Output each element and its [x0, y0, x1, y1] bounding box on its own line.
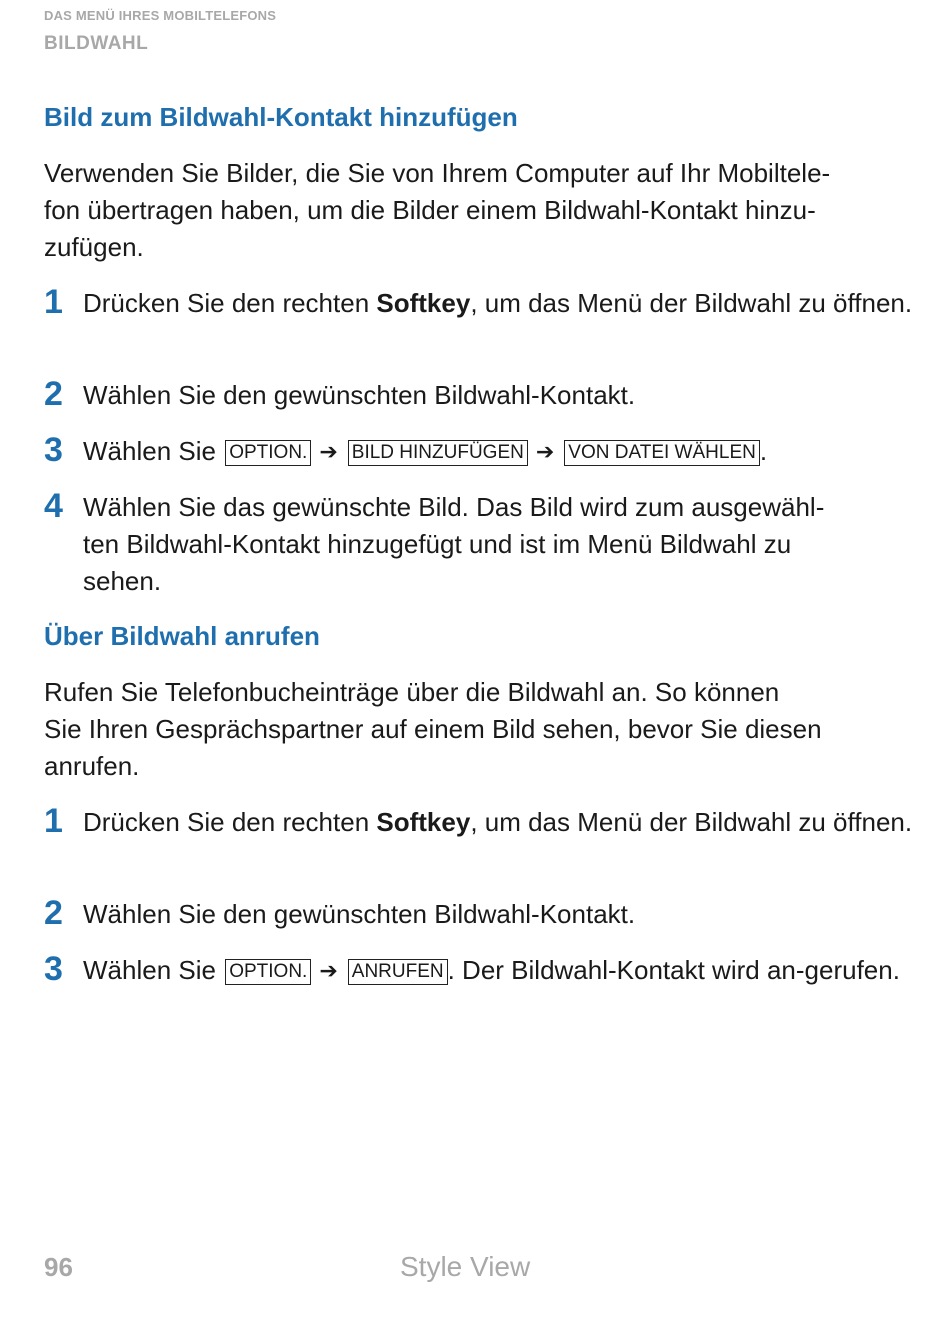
header-subsection: BILDWAHL [44, 33, 149, 54]
footer-brand: Style View [400, 1251, 531, 1282]
step-text: Wählen Sie OPTION. ➔ BILD HINZUFÜGEN ➔ VON DATEI WÄHLEN . [83, 433, 913, 470]
header-section: DAS MENÜ IHRES MOBILTELEFONS [44, 8, 277, 23]
step-text: Wählen Sie OPTION. ➔ ANRUFEN . Der Bildwahl-Kontakt wird an-gerufen. [83, 952, 913, 989]
add-picture-key: BILD HINZUFÜGEN [348, 440, 528, 466]
step-number: 4 [44, 487, 63, 525]
step-number: 3 [44, 431, 63, 469]
softkey-label: Softkey [376, 807, 471, 837]
right-arrow-icon: ➔ [319, 439, 338, 464]
option-key: OPTION. [225, 440, 311, 466]
section2-heading: Über Bildwahl anrufen [44, 621, 320, 651]
section2-intro: Rufen Sie Telefonbucheinträge über die Bildwahl an. So können Sie Ihren Gesprächspartner auf einem Bild sehen, bevor Sie diesen anrufen. [44, 677, 822, 781]
step-number: 2 [44, 375, 63, 413]
softkey-label: Softkey [376, 288, 471, 318]
option-key: OPTION. [225, 959, 311, 985]
step-text: Wählen Sie das gewünschte Bild. Das Bild wird zum ausgewähl- ten Bildwahl-Kontakt hinzugefügt und ist im Menü Bildwahl zu sehen. [83, 492, 825, 596]
right-arrow-icon: ➔ [319, 958, 338, 983]
step-number: 3 [44, 950, 63, 988]
section1-intro: Verwenden Sie Bilder, die Sie von Ihrem Computer auf Ihr Mobiltele- fon übertragen haben, um die Bilder einem Bildwahl-Kontakt hinzu- zufügen. [44, 158, 831, 262]
call-key: ANRUFEN [348, 959, 448, 985]
step-text: Wählen Sie den gewünschten Bildwahl-Kontakt. [83, 899, 636, 929]
step-text: Drücken Sie den rechten Softkey, um das Menü der Bildwahl zu öffnen. [83, 288, 913, 318]
right-arrow-icon: ➔ [535, 439, 555, 464]
step-number: 1 [44, 802, 63, 840]
step-number: 1 [44, 283, 63, 321]
step-number: 2 [44, 894, 63, 932]
page-number: 96 [44, 1252, 73, 1282]
select-from-file-key: VON DATEI WÄHLEN [564, 440, 760, 466]
step-text: Drücken Sie den rechten Softkey, um das Menü der Bildwahl zu öffnen. [83, 807, 913, 837]
step-text: Wählen Sie den gewünschten Bildwahl-Kontakt. [83, 380, 636, 410]
section1-heading: Bild zum Bildwahl-Kontakt hinzufügen [44, 102, 518, 132]
